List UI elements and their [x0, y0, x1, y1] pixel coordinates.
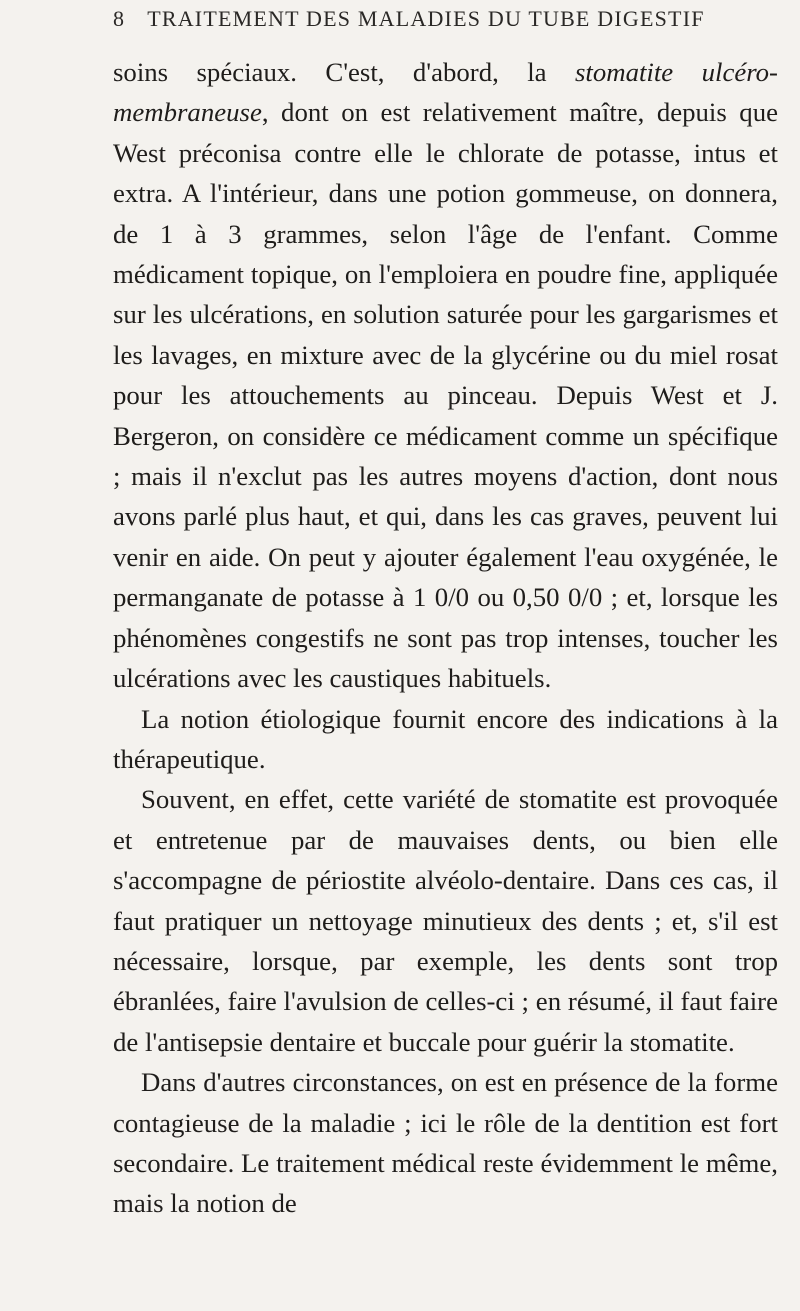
paragraph-1-lead: soins spéciaux. C'est, d'abord, la: [113, 57, 575, 87]
page-number: 8: [113, 6, 126, 31]
paragraph-1-rest: , dont on est relativement maître, depuis que West préconisa contre elle le chlorate de potasse, intus et extra. A l'intérieur, dans une potion gommeuse, on donnera, de 1 à 3 grammes, selon l'âge de l'enfant. Comme médicament topique, on l'emploiera en poudre fine, appliquée sur les ulcérations, en solution saturée pour les gargarismes et les lavages, en mixture avec de la glycérine ou du miel rosat pour les attouchements au pinceau. Depuis West et J. Bergeron, on considère ce médicament comme un spécifique ; mais il n'exclut pas les autres moyens d'action, dont nous avons parlé plus haut, et qui, dans les cas graves, peuvent lui venir en aide. On peut y ajouter également l'eau oxygénée, le permanganate de potasse à 1 0/0 ou 0,50 0/0 ; et, lorsque les phénomènes congestifs ne sont pas trop intenses, toucher les ulcérations avec les caustiques habituels.: [113, 97, 778, 694]
paragraph-4: Dans d'autres circonstances, on est en présence de la forme contagieuse de la maladie ; ici le rôle de la dentition est fort secondaire. Le traitement médical reste évidemment le même, mais la notion de: [113, 1067, 778, 1219]
disease-name-italic: stomatite ulcéro-membraneuse: [113, 57, 778, 128]
body-text: [113, 52, 778, 1224]
paragraph-1: [113, 52, 778, 699]
running-title: TRAITEMENT DES MALADIES DU TUBE DIGESTIF: [147, 6, 705, 31]
running-head: [113, 6, 773, 40]
paragraph-2: La notion étiologique fournit encore des indications à la thérapeutique.: [113, 703, 778, 774]
paragraph-3: Souvent, en effet, cette variété de stomatite est provoquée et entretenue par de mauvaises dents, ou bien elle s'accompagne de périostite alvéolo-dentaire. Dans ces cas, il faut pratiquer un nettoyage minutieux des dents ; et, s'il est nécessaire, lorsque, par exemple, les dents sont trop ébranlées, faire l'avulsion de celles-ci ; en résumé, il faut faire de l'antisepsie dentaire et buccale pour guérir la stomatite.: [113, 784, 778, 1057]
